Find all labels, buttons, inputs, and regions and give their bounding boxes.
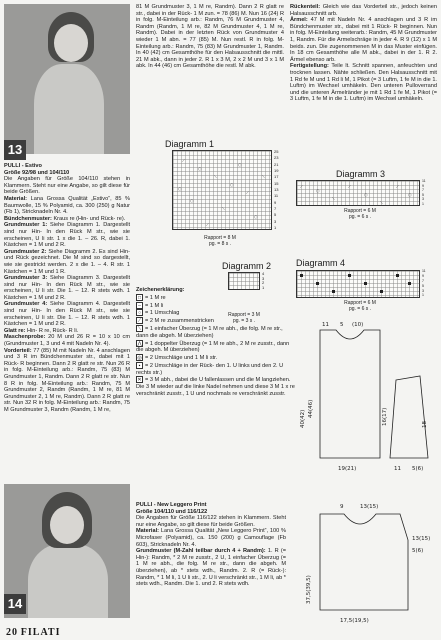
row-3: 3: [262, 275, 265, 281]
legend-item-3: [136, 309, 296, 317]
glatt-label: Glatt re:: [4, 327, 26, 334]
row-13: 13: [274, 186, 279, 192]
aermel-label: Ärmel:: [290, 17, 308, 24]
svg-text:○: ○: [408, 192, 412, 197]
gm1-label: Grundmuster 1:: [4, 222, 48, 229]
dim-label-5: 44(46): [308, 399, 314, 418]
legend-text: = 1 einfacher Überzug (= 1 M re abh., die folg. M re str., dann die abgeh. M überziehen): [136, 325, 283, 339]
svg-text:⟍: ⟍: [214, 174, 217, 179]
diagram3-symbols: [296, 180, 420, 206]
column3-text: [290, 4, 437, 103]
dim-label-16: 17,5(19,5): [340, 618, 369, 624]
diagram1-title: Diagramm 1: [165, 139, 215, 149]
legend-item-6: [136, 340, 296, 355]
row-9: 9: [422, 183, 424, 188]
diagram3-rapport: [330, 208, 390, 220]
dim-label-9: 11: [394, 466, 401, 472]
schematic-pullover-13: [300, 318, 436, 498]
section14-intro: Die Angaben für Größe 116/122 stehen in Klammern. Steht nur eine Angabe, so gilt diese für beide Größen.: [136, 515, 286, 528]
svg-text:○: ○: [198, 166, 202, 171]
dim-label-13: 13(15): [412, 536, 431, 542]
dim-label-4: 40(42): [300, 409, 306, 428]
legend: [136, 284, 296, 398]
row-5: 5: [422, 283, 424, 288]
svg-text:⟋: ⟋: [182, 158, 185, 163]
ruecken-text: Gleich wie das Vorderteil str., jedoch keinen Halsausschnitt arb.: [290, 4, 437, 17]
diagram4-rapport-label: Rapport = 6 M: [344, 300, 376, 306]
double-yarnover-symbol-icon: ◎: [137, 355, 142, 362]
gm4-text: Siehe Diagramm 4. Dargestellt sind nur Hin- In den Rück M str., wie sie erscheinen, U li str. Die 1. – 12. R stets wdh. 1 Kästchen = 1 M und 2 R.: [4, 301, 130, 328]
row-9: 9: [274, 199, 277, 205]
page-footer: [6, 627, 61, 638]
gm14-text: 1. R (= Hin-): Randm, * 2 M re zusstr., 2 U, 1 einfacher Überzug (= 1 M re abh., die folg. M re str., dann die abgeh. M überziehen), ab * stets wdh., Randm. 2. R (= Rück-): Randm, * 1 M li, 1 U li str., 2. U li verschränkt str., 1 M li, ab * stets wdh., Randm. Die 1. und 2. R stets wdh.: [136, 548, 286, 588]
diagram1-rapport: [190, 235, 250, 247]
diagram4-title: Diagramm 4: [296, 258, 346, 268]
k2tog-symbol-icon: ⟋: [137, 318, 142, 325]
diagram1-row-numbers: [274, 150, 284, 230]
svg-text:⟋: ⟋: [246, 190, 249, 195]
row-15: 15: [274, 180, 279, 186]
gm14-label: Grundmuster (M-Zahl teilbar durch 4 + Randm):: [136, 548, 266, 555]
ssk-symbol-icon: ⟍: [137, 325, 142, 332]
dim-label-3: (10): [352, 322, 364, 328]
legend-text: = 2 Umschläge in der Rück- den 1. U links und den 2. U rechts str.): [136, 362, 284, 376]
section14-title: PULLI - New Leggero Print: [136, 502, 207, 508]
row-3: 3: [422, 197, 424, 201]
vorderteil-label: Vorderteil:: [4, 347, 32, 354]
row-1: 1: [422, 201, 424, 206]
double-decrease-symbol-icon: ⋀: [137, 340, 142, 347]
row-11: 11: [422, 179, 426, 183]
gm3-label: Grundmuster 3:: [4, 275, 48, 282]
section14-text: [136, 502, 286, 588]
brand-name: FILATI: [20, 627, 61, 638]
section13-intro: Die Angaben für Größe 104/110 stehen in Klammern. Steht nur eine Angabe, so gilt diese für beide Größen.: [4, 176, 130, 196]
svg-text:⟋: ⟋: [348, 184, 351, 189]
legend-text: = 1 doppelter Überzug (= 1 M re abh., 2 M re zusstr., dann die abgeh. M überziehen): [136, 340, 290, 354]
diagram4-pg-label: pg. = 6 s .: [348, 306, 372, 312]
svg-text:⟍: ⟍: [222, 206, 225, 211]
diagram4-symbols: [296, 270, 420, 298]
row-3: 3: [422, 288, 424, 293]
gm2-text: Siehe Diagramm 2. Es sind Hin- und Rück gezeichnet. Die M sind so dargestellt, wie sie gestrickt werden. 2 x die 1. – 4. R str. 1 Kästchen = 1 M und 1 R.: [4, 248, 130, 275]
svg-text:⟋: ⟋: [396, 184, 399, 189]
section14-sizes: Größe 104/110 und 116/122: [136, 508, 208, 515]
row-7: 7: [422, 278, 424, 283]
glatt-text: Hin- R re, Rück- R li.: [27, 327, 79, 334]
dim-label-12: 13(15): [360, 504, 379, 510]
maschenprobe-label: Maschenprobe:: [4, 334, 46, 341]
legend-title: Zeichenerklärung:: [136, 287, 185, 293]
row-19: 19: [274, 167, 279, 173]
filled-symbol-icon: ▪: [136, 362, 143, 369]
row-3: 3: [274, 218, 277, 224]
vorderteil-text: 77 (85) M mit Nadeln Nr. 4 anschlagen und 3 R im Bündchenmuster str., dabei mit 1 Rück- R beginnen. Dann 2 R glatt re str. Nun 26 R in folg. M-Einteilung arb.: Randm, 75 (83) M Grundmuster 1, Randm. Dann 2 R glatt re str. Nun 8 R in folg. M-Einteilung arb.: Randm, 75 M Grundmuster 2, Randm (Randm, 1 M re, 81 M Grundmuster 2, 1 M re, Randm). Dann 2 R glatt re str. Nun 32 R in folg. M-Einteilung arb.: Randm, 75 M Grundmuster 3, Randm (Randm, 1 M re,: [4, 347, 130, 413]
rib-text: Kraus re (Hin- und Rück- re).: [53, 215, 126, 222]
row-7: 7: [274, 205, 277, 211]
svg-text:○: ○: [254, 214, 258, 219]
legend-item-5: [136, 325, 296, 340]
ruecken-label: Rückenteil:: [290, 4, 321, 10]
dim-label-8: 18: [422, 421, 428, 428]
legend-item-1: [136, 294, 296, 302]
row-5: 5: [274, 212, 277, 218]
purl-symbol-icon: –: [136, 302, 143, 309]
diagram3-pg-label: pg. = 6 s .: [348, 214, 372, 220]
legend-item-7: [136, 354, 296, 362]
material-text: Lana Grossa Qualität „Estivo“, 85 % Baumwolle, 15 % Polyamid, ca. 300 (250) g Natur (Fb 1), Stricknadeln Nr. 4.: [4, 195, 130, 216]
legend-text: = 2 Umschläge und 1 M li str.: [145, 355, 218, 362]
section13-text: [4, 163, 130, 414]
svg-text:⟍: ⟍: [262, 174, 265, 179]
legend-item-4: [136, 317, 296, 325]
diagram4-rapport: [330, 300, 390, 312]
schematic-pullover-14: [300, 500, 436, 630]
row-1: 1: [262, 284, 265, 290]
svg-text:○: ○: [230, 182, 234, 187]
legend-text: = 2 M re zusammenstricken: [145, 318, 214, 325]
legend-item-2: [136, 302, 296, 310]
fertig-text: Teile lt. Schnitt spannen, anfeuchten und trocknen lassen. Nähte schließen. Den Halsausschnitt mit 1 Rd fe M und 1 Rd li M, 1 Pikot (= 3 Luftm, 1 fe M in die 1. Luftm) im Wechsel umhäkeln. Den unteren Pulloverrand und die unteren Ärmelränder je mit 1 Rd 1 fe M, 1 Pikot (= 3 Luftm, 1 fe M in die 1. Luftm) im Wechsel umhäkeln.: [290, 63, 438, 103]
material14-text: Lana Grossa Qualität „New Leggero Print“, 100 % Microfaser (Polyamid), ca. 150 (200) g Camouflage (Fb 603), Stricknadeln Nr. 4.: [136, 528, 287, 548]
cross-symbol-icon: ✕: [137, 377, 142, 384]
diagram3-row-numbers: [422, 180, 432, 206]
diagram2-title: Diagramm 2: [222, 261, 272, 271]
knit-symbol-icon: □: [137, 294, 142, 301]
section-number-13: 13: [4, 140, 26, 160]
svg-text:○: ○: [238, 162, 242, 167]
diagram2-pg-label: pg. = 3 s .: [232, 318, 256, 324]
gm4-label: Grundmuster 4:: [4, 301, 48, 308]
section-number-14: 14: [4, 594, 26, 614]
dim-label-11: 9: [340, 504, 344, 510]
row-1: 1: [422, 293, 424, 298]
yarnover-symbol-icon: ○: [137, 310, 142, 317]
material-label: Material:: [4, 195, 28, 202]
dim-label-6: 19(21): [338, 466, 357, 472]
dim-label-2: 5: [340, 322, 344, 328]
row-11: 11: [422, 269, 426, 273]
diagram3-rapport-label: Rapport = 6 M: [344, 208, 376, 214]
diagram1-pg-label: pg. = 8 s .: [208, 241, 232, 247]
diagram2-rapport-label: Rapport = 3 M: [228, 312, 260, 318]
svg-text:○: ○: [316, 188, 320, 193]
diagram4-row-numbers: [422, 270, 432, 298]
row-23: 23: [274, 155, 279, 161]
svg-text:⟋: ⟋: [300, 184, 303, 189]
row-21: 21: [274, 161, 279, 167]
legend-text: = 1 Umschlag: [145, 310, 180, 317]
row-1: 1: [274, 224, 277, 230]
gm2-label: Grundmuster 2:: [4, 248, 47, 255]
svg-text:⟍: ⟍: [380, 200, 383, 205]
legend-text: = 1 M li: [145, 302, 164, 309]
legend-item-9: [136, 376, 296, 397]
dim-label-10: 5(6): [412, 466, 424, 472]
row-17: 17: [274, 174, 279, 180]
row-25: 25: [274, 149, 279, 154]
svg-text:○: ○: [364, 192, 368, 197]
dim-label-1: 11: [322, 322, 329, 328]
svg-text:⟋: ⟋: [206, 222, 209, 227]
row-5: 5: [422, 192, 424, 197]
section13-sizes: Größe 92/98 und 104/110: [4, 169, 70, 176]
svg-text:⟍: ⟍: [332, 196, 335, 201]
maschenprobe-text: 20 M und 26 R = 10 x 10 cm (Grundmuster 1, 3 und 4 mit Nadeln Nr. 4).: [4, 334, 130, 348]
legend-text: = 3 M abh., dabei die U fallenlassen und die M langziehen. Die 3 M wieder auf die linke Nadel nehmen und diese 3 M 1 x re verschränkt zusstr., 1 U und nochmals re verschränkt zusstr.: [136, 377, 295, 398]
dim-label-7: 16(17): [382, 407, 388, 426]
diagram3-title: Diagramm 3: [336, 169, 386, 179]
aermel-text: 47 M mit Nadeln Nr. 4 anschlagen und 3 R im Bündchenmuster str., dabei mit 1 Rück- R beginnen. Nun in folg. M-Einteilung weiterarb.: Randm, 45 M Grundmuster 1, Randm. Für die Armelschräge in jeder 4. R 9 (12) x 1 M beids. zun. Die zugenommenen M in das Muster einfügen. In 18 cm Gesamthöhe alle M abk., dabei in der 1. R 2. Ärmel ebenso arb.: [290, 17, 437, 63]
dim-label-14: 5(6): [412, 548, 424, 554]
section13-title: PULLI - Estivo: [4, 163, 42, 169]
row-2: 2: [262, 280, 265, 286]
diagram1-symbols: [172, 150, 272, 230]
fertig-label: Fertigstellung:: [290, 63, 329, 70]
column2-paragraph: 81 M Grundmuster 3, 1 M re, Randm). Dann 2 R glatt re str., dabei in der Rück- 1 M zun. = 78 (86) M. Nun 16 (24) R in folg. M-Einteilung arb.: Randm, 76 M Grundmuster 4, Randm (Randm, 1 M re, 82 M Grundmuster 4, 1 M re, Randm). Dabei in der letzten Rück von Grundmuster 4 wieder 1 M abn. = 77 (85) M. Nun restl. R in folg. M-Einteilung arb.: Randm, 75 (83) M Grundmuster 1, Randm. In 40 (42) cm Gesamthöhe für den Halsausschnitt die mittl. 21 M abk., dann in jeder 2. R 1 x 3 M, 2 x 2 M und 3 x 1 M abk. In 44 (46) cm Gesamthöhe die restl. M abk.: [136, 4, 284, 70]
row-11: 11: [274, 193, 279, 199]
legend-text: = 1 M re: [145, 294, 166, 301]
rib-label: Bündchenmuster:: [4, 215, 52, 222]
material14-label: Material:: [136, 528, 160, 535]
svg-text:○: ○: [178, 186, 182, 191]
diagram1-rapport-label: Rapport = 8 M: [204, 235, 236, 241]
row-9: 9: [422, 273, 424, 278]
gm1-text: Siehe Diagramm 1. Dargestellt sind nur Hin- In den Rück M str., wie sie erscheinen, U li str. 1 x die 1. – 26. R, dabei 1. Kästchen = 1 M und 2 R.: [4, 222, 130, 249]
dim-label-15: 37,5(39,5): [306, 575, 312, 604]
gm3-text: Siehe Diagramm 3. Dargestellt sind nur Hin- In den Rück M str., wie sie erscheinen, U li str. Die 1. – 12. R stets wdh. 1 Kästchen = 1 M und 2 R.: [4, 275, 130, 301]
row-4: 4: [262, 271, 265, 276]
legend-item-8: [136, 362, 296, 377]
page-number: 20: [6, 627, 18, 638]
svg-text:○: ○: [190, 198, 194, 203]
column2-text: [136, 4, 284, 70]
row-7: 7: [422, 188, 424, 192]
photo-model-13: [4, 4, 130, 154]
